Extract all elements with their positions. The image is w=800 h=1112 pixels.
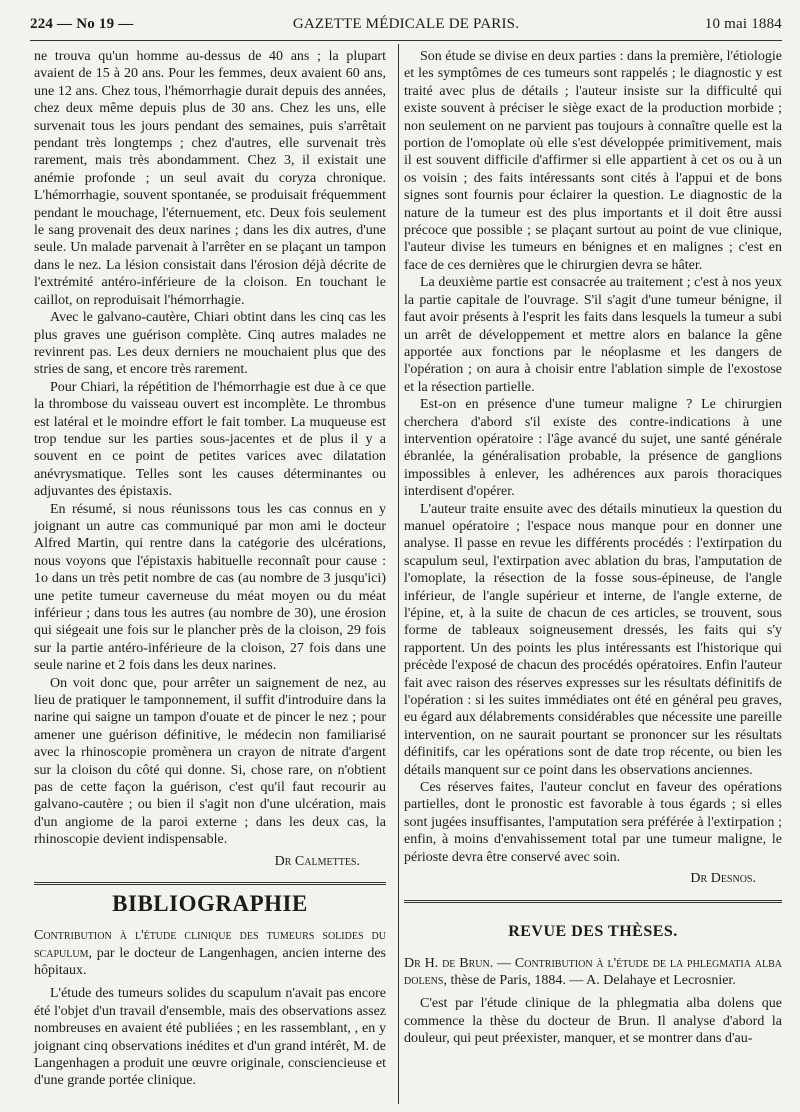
issue-date: 10 mai 1884 xyxy=(704,16,782,32)
section-title: BIBLIOGRAPHIE xyxy=(112,891,308,917)
bibliography-title: Contribution à l'étude clinique des tumeurs solides du scapulum, xyxy=(34,928,386,961)
paragraph: Ces réserves faites, l'auteur conclut en faveur des opérations partielles, dont le pronostic est favorable à tous égards ; si elles sont jugées insuffisantes, l'amputation sera préférée à l'extirpation ; enfin, à moins d'envahissement total par une tumeur maligne, le périoste devra être conservé avec soin. xyxy=(404,780,782,865)
paragraph: Avec le galvano-cautère, Chiari obtint dans les cinq cas les plus graves une guérison complète. Cinq autres malades ne revinrent pas. Les deux derniers ne mouchaient plus que des stries de sang, et encore très rarement. xyxy=(34,310,386,378)
section-title: REVUE DES THÈSES. xyxy=(508,922,678,940)
thesis-entry xyxy=(404,955,782,990)
thesis-title: — Contribution à l'étude de la phlegmatia alba dolens, xyxy=(404,955,782,988)
bibliography-author: par le docteur de Langenhagen, ancien interne des hôpitaux. xyxy=(34,945,386,978)
author-signature: Dr Desnos. xyxy=(690,871,756,887)
section-rule xyxy=(404,900,782,903)
paragraph: L'auteur traite ensuite avec des détails minutieux la question du manuel opératoire ; l'espace nous manque pour en donner une analyse. Il passe en revue les différents procédés : l'extirpation du scapulum seul, l'extirpation avec ablation du bras, l'amputation de l'omoplate, la résection de la fosse sous-épineuse, de l'angle inférieur, de l'angle supérieur et interne, de l'angle externe, de l'épine, et, à la suite de chacun de ces articles, se trouvent, sous forme de tableaux soigneusement dressés, les faits qui s'y rapportent. Un des points les plus intéressants est l'historique qui précède l'exposé de chacun des procédés opératoires. Enfin l'auteur fait avec raison des réserves expresses sur les résultats définitifs de l'opération : si les suites immédiates ont été en général peu graves, eu égard aux délabrements considérables que nécessite une pareille intervention, on ne saurait pourtant se prononcer sur les résultats définitifs, car les opérations sont de date trop récente, ou bien les détails manquent sur ce point dans les observations anciennes. xyxy=(404,501,782,778)
author-signature: Dr Calmettes. xyxy=(274,853,360,869)
thesis-publisher: thèse de Paris, 1884. — A. Delahaye et Lecrosnier. xyxy=(446,972,736,988)
paragraph: Pour Chiari, la répétition de l'hémorrhagie est due à ce que la thrombose du vaisseau ouvert est incomplète. Le thrombus est latéral et le moindre effort le fait tomber. La muqueuse est trop tendue sur les parties sous-jacentes et de plus il y a souvent en ce point de petites varices avec dilatation anévrysmatique. Telles sont les causes déterminantes ou adjuvantes des épistaxis. xyxy=(34,379,386,500)
paragraph: L'étude des tumeurs solides du scapulum n'avait pas encore été l'objet d'un travail d'ensemble, mais des observations assez nombreuses en avaient été publiées ; en les rassemblant, , en y joignant cinq observations inédites et d'un grand intérêt, M. de Langenhagen a produit une œuvre originale, consciencieuse et d'une grande portée clinique. xyxy=(34,986,386,1089)
paragraph: La deuxième partie est consacrée au traitement ; c'est à nos yeux la partie capitale de l'ouvrage. S'il s'agit d'une tumeur bénigne, il faut avoir présents à l'esprit les faits dans lesquels la tumeur a subi un arrêt de développement et mettre alors en balance la gêne apportée aux fonctions par le néoplasme et les dangers de l'opération ; on aura à choisir entre l'ablation simple de l'exostose et la résection partielle. xyxy=(404,275,782,395)
paragraph: C'est par l'étude clinique de la phlegmatia alba dolens que commence la thèse du docteur de Brun. Il analyse d'abord la douleur, qui peut préexister, manquer, et se montrer dans d'au- xyxy=(404,996,782,1047)
paragraph: ne trouva qu'un homme au-dessus de 40 ans ; la plupart avaient de 15 à 20 ans. Pour les femmes, deux avaient 60 ans, une 12 ans. Chez tous, l'hémorrhagie durait depuis des années, chez deux même depuis plus de 30 ans. Chez les uns, elle survenait tous les jours pendant des semaines, puis s'arrêtait pendant très longtemps ; chez d'autres, elle survenait très rarement, mais très abondamment. Chez 3, il existait une anémie profonde ; un seul avait du coryza chronique. L'hémorrhagie, souvent spontanée, se produisait fréquemment pendant le mouchage, l'éternuement, etc. Deux fois seulement le sang provenait des deux narines ; dans les dix autres, d'une seule. Un malade parvenait à l'arrêter en se plaçant un tampon dans le nez. La lésion consistait dans l'érosion déjà décrite de l'extrémité antéro-inférieure de la cloison. En touchant le caillot, on reproduisait l'hémorrhagie. xyxy=(34,49,386,308)
bibliography-entry xyxy=(34,927,386,979)
section-rule xyxy=(34,882,386,885)
right-column xyxy=(404,48,782,1048)
page-header xyxy=(30,16,782,40)
thesis-author: Dr H. de Brun. xyxy=(404,955,494,971)
paragraph: On voit donc que, pour arrêter un saignement de nez, au lieu de pratiquer le tamponnement, il suffit d'introduire dans la narine qui saigne un tampon d'ouate et de pincer le nez ; pour amener une guérison définitive, le médecin non familiarisé avec la rhinoscopie promènera un crayon de nitrate d'argent sur la cloison du côté qui donne. Si, chose rare, on n'obtient pas de cette façon la guérison, c'est qu'il faut recourir au galvano-cautère ; ou bien il s'agit non d'une ulcération, mais d'un angiome de la paroi externe ; dans les deux cas, la rhinoscopie devient indispensable. xyxy=(34,675,386,848)
left-column xyxy=(34,48,386,1090)
paragraph: Est-on en présence d'une tumeur maligne ? Le chirurgien cherchera d'abord s'il existe des contre-indications à une intervention opératoire : l'âge avancé du sujet, une santé générale ébranlée, la généralisation probable, la présence de ganglions impossibles à enlever, les adhérences aux parois thoraciques interdisent d'opérer. xyxy=(404,397,782,500)
header-rule xyxy=(30,40,782,41)
page-number: 224 — No 19 — xyxy=(30,16,134,32)
column-divider xyxy=(398,44,399,1104)
journal-title: GAZETTE MÉDICALE DE PARIS. xyxy=(292,16,520,32)
paragraph: Son étude se divise en deux parties : dans la première, l'étiologie et les symptômes de ces tumeurs sont rappelés ; le diagnostic y est traité avec plus de détails ; l'auteur insiste sur la difficulté qui existe souvent à préciser le siège exact de la production morbide ; non seulement on ne parvient pas toujours à connaître quelle est la portion de l'omoplate où elle s'est développée primitivement, mais il est souvent difficile d'affirmer si elle appartient à cet os ou à un os voisin ; des faits intéressants sont cités à l'appui et de bons signes sont fournis pour éclairer la question. Le diagnostic de la nature de la tumeur est des plus importants et il doit être aussi précoce que possible ; se plaçant surtout au point de vue clinique, l'auteur divise les tumeurs en bénignes et en malignes ; c'est en face de ces dernières que le chirurgien devra se hâter. xyxy=(404,49,782,273)
paragraph: En résumé, si nous réunissons tous les cas connus en y joignant un autre cas communiqué par mon ami le docteur Alfred Martin, qui rentre dans la catégorie des ulcérations, nous voyons que l'épistaxis habituelle reconnaît pour cause : 1o dans un très petit nombre de cas (au nombre de 3 jusqu'ici) une petite tumeur caverneuse du méat moyen ou du méat inférieur ; dans tous les autres (au nombre de 30), une érosion qui siégeait une fois sur le plancher près de la cloison, 29 fois sur la partie antéro-inférieure de la cloison, 27 fois dans une seule narine et 2 fois dans les deux narines. xyxy=(34,501,386,674)
